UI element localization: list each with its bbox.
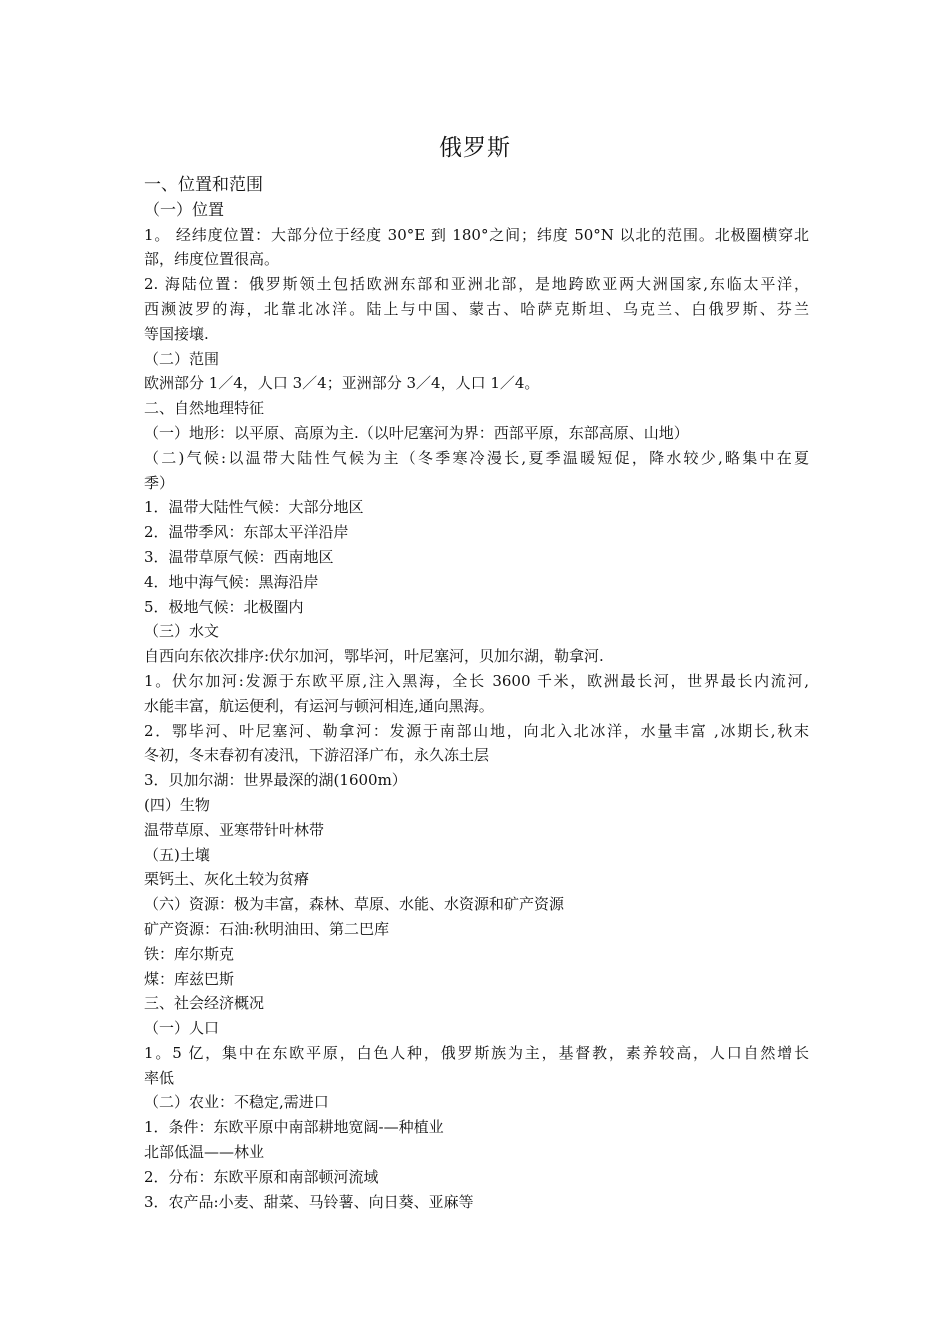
text-line: 1。伏尔加河:发源于东欧平原,注入黑海，全长 3600 千米，欧洲最长河，世界最长内流河, [144, 671, 809, 690]
text-line: 一、位置和范围 [144, 175, 263, 195]
text-line: (四）生物 [144, 795, 210, 814]
text-line: 3．贝加尔湖：世界最深的湖(1600m） [144, 771, 407, 790]
text-line: 三、社会经济概况 [144, 994, 265, 1013]
text-line: （二)气候:以温带大陆性气候为主（冬季寒冷漫长,夏季温暖短促，降水较少,略集中在夏 [144, 448, 809, 467]
text-line: （二）范围 [144, 349, 220, 368]
text-line: 二、自然地理特征 [144, 399, 265, 418]
text-line: 温带草原、亚寒带针叶林带 [144, 820, 325, 839]
text-line: 1．条件：东欧平原中南部耕地宽阔-—种植业 [144, 1118, 444, 1137]
text-line: 2．温带季风：东部太平洋沿岸 [144, 523, 349, 542]
text-line: 西濒波罗的海，北靠北冰洋。陆上与中国、蒙古、哈萨克斯坦、乌克兰、白俄罗斯、芬兰 [144, 299, 809, 318]
text-line: 等国接壤. [144, 324, 209, 343]
text-line: 自西向东依次排序:伏尔加河，鄂毕河，叶尼塞河，贝加尔湖，勒拿河. [144, 647, 604, 666]
text-line: 矿产资源：石油:秋明油田、第二巴库 [144, 919, 390, 938]
text-line: 2．鄂毕河、叶尼塞河、勒拿河：发源于南部山地，向北入北冰洋，水量丰富 ,冰期长,秋末 [144, 721, 809, 740]
text-line: 1。5 亿，集中在东欧平原，白色人种，俄罗斯族为主，基督教，素养较高，人口自然增长 [144, 1043, 809, 1062]
text-line: 铁：库尔斯克 [144, 944, 235, 963]
text-line: （一）位置 [144, 199, 225, 219]
document-title: 俄罗斯 [439, 135, 511, 161]
text-line: 欧洲部分 1／4，人口 3／4；亚洲部分 3／4，人口 1／4。 [144, 374, 540, 393]
text-line: 栗钙土、灰化土较为贫瘠 [144, 870, 310, 889]
text-line: 3．农产品:小麦、甜菜、马铃薯、向日葵、亚麻等 [144, 1192, 474, 1211]
text-line: 率低 [144, 1068, 175, 1087]
text-line: 冬初，冬末春初有凌汛，下游沼泽广布，永久冻土层 [144, 746, 490, 765]
text-line: 2．分布：东欧平原和南部顿河流域 [144, 1167, 379, 1186]
text-line: 煤：库兹巴斯 [144, 969, 235, 988]
document-body [144, 173, 809, 1214]
text-line: 4．地中海气候：黑海沿岸 [144, 572, 319, 591]
text-line: （一）人口 [144, 1019, 220, 1038]
text-line: （六）资源：极为丰富，森林、草原、水能、水资源和矿产资源 [144, 895, 565, 914]
text-line: 2. 海陆位置：俄罗斯领土包括欧洲东部和亚洲北部，是地跨欧亚两大洲国家,东临太平洋， [144, 275, 809, 294]
text-line: 5．极地气候：北极圈内 [144, 597, 304, 616]
text-line: （二）农业：不稳定,需进口 [144, 1093, 329, 1112]
text-line: 北部低温——林业 [144, 1143, 265, 1162]
text-line: 1．温带大陆性气候：大部分地区 [144, 498, 364, 517]
text-line: 3．温带草原气候：西南地区 [144, 547, 334, 566]
text-line: 部，纬度位置很高。 [144, 250, 280, 269]
text-line: （三）水文 [144, 622, 220, 641]
text-line: （一）地形：以平原、高原为主.（以叶尼塞河为界：西部平原，东部高原、山地） [144, 423, 689, 442]
text-line: 1。 经纬度位置：大部分位于经度 30°E 到 180°之间；纬度 50°N 以北的范围。北极圈横穿北 [144, 225, 809, 244]
text-line: 季） [144, 473, 175, 492]
text-line: （五)土壤 [144, 845, 210, 864]
text-line: 水能丰富，航运便利，有运河与顿河相连,通向黑海。 [144, 696, 494, 715]
